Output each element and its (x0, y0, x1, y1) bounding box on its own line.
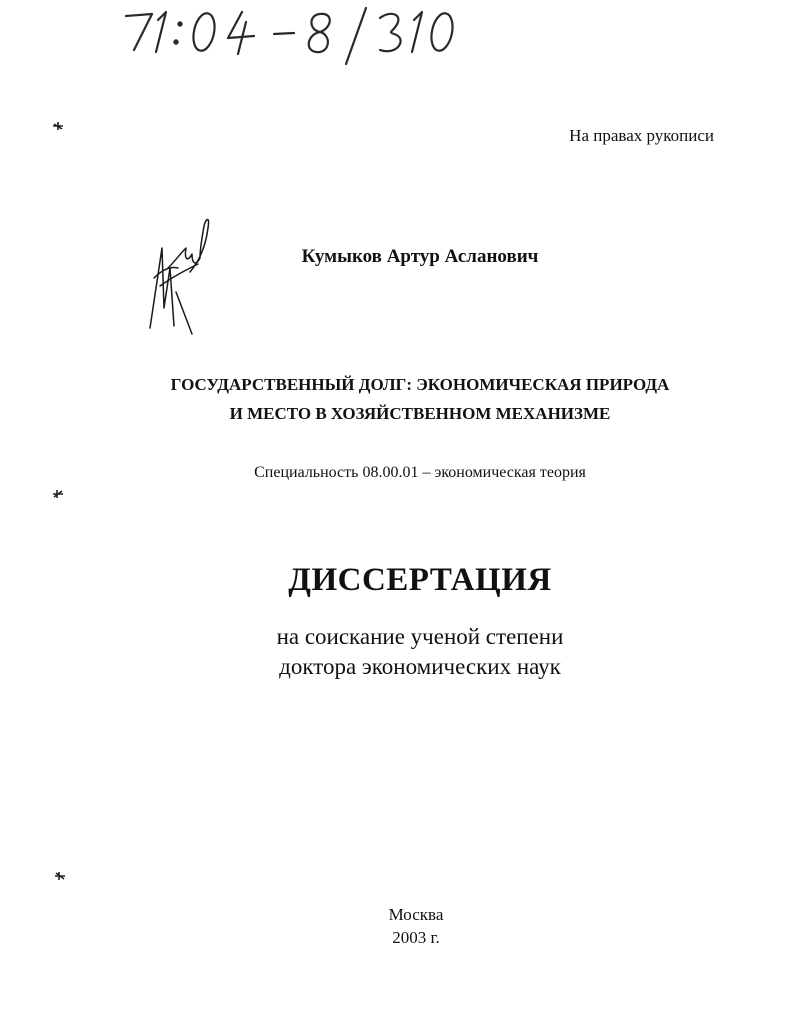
dissertation-title (0, 370, 794, 428)
degree-statement (0, 622, 794, 682)
year: 2003 г. (392, 928, 440, 947)
title-line: ГОСУДАРСТВЕННЫЙ ДОЛГ: ЭКОНОМИЧЕСКАЯ ПРИРОДА (170, 375, 670, 394)
document-type-heading: ДИССЕРТАЦИЯ (288, 562, 552, 598)
specialty: Специальность 08.00.01 – экономическая теория (254, 464, 586, 481)
place-and-year (0, 903, 794, 949)
author-name: Кумыков Артур Асланович (301, 246, 539, 267)
degree-line: на соискание ученой степени (276, 624, 564, 649)
degree-line: доктора экономических наук (279, 654, 561, 679)
archive-code-handwritten (118, 2, 478, 72)
margin-mark-icon (52, 486, 64, 496)
rights-note: На правах рукописи (569, 126, 714, 145)
margin-mark-icon (54, 868, 66, 878)
city: Москва (388, 905, 444, 924)
margin-mark-icon (52, 118, 64, 128)
title-line: И МЕСТО В ХОЗЯЙСТВЕННОМ МЕХАНИЗМЕ (229, 404, 611, 423)
signature (140, 208, 220, 338)
